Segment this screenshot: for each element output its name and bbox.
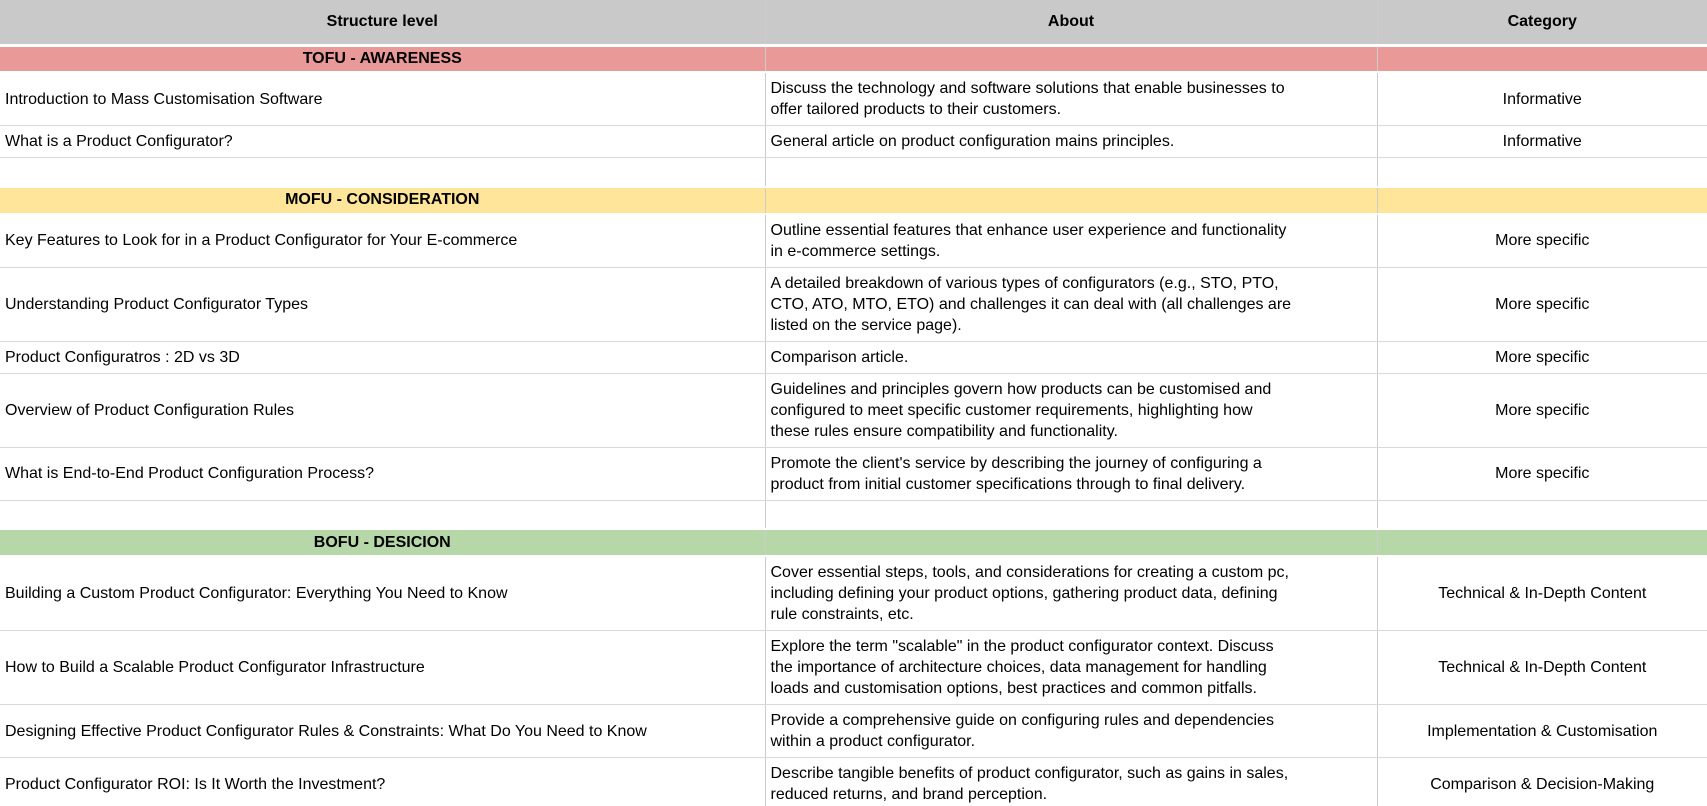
section-band-cell[interactable] bbox=[765, 529, 1377, 556]
about-text: Discuss the technology and software solutions that enable businesses to offer tailored products to their customers. bbox=[770, 80, 1285, 118]
structure-level-text: Product Configurator ROI: Is It Worth the Investment? bbox=[5, 775, 386, 793]
structure-level-text: Overview of Product Configuration Rules bbox=[5, 401, 295, 419]
category-text: More specific bbox=[1495, 401, 1590, 419]
about-text: General article on product configuration mains principles. bbox=[770, 133, 1175, 150]
structure-level-text: Key Features to Look for in a Product Configurator for Your E-commerce bbox=[5, 232, 518, 249]
about-cell[interactable] bbox=[765, 341, 1377, 373]
section-band-cell[interactable] bbox=[765, 45, 1377, 72]
structure-level-text: How to Build a Scalable Product Configurator Infrastructure bbox=[5, 659, 425, 676]
structure-level-cell[interactable] bbox=[0, 341, 765, 373]
structure-level-cell[interactable] bbox=[0, 447, 765, 500]
about-cell[interactable] bbox=[765, 214, 1377, 268]
about-text: Promote the client's service by describing the journey of configuring a product from initial customer specifications through to final delivery. bbox=[770, 454, 1262, 493]
structure-level-cell[interactable] bbox=[0, 758, 765, 806]
structure-level-text: What is End-to-End Product Configuration Process? bbox=[5, 465, 375, 482]
section-band-cell[interactable] bbox=[765, 187, 1377, 214]
empty-cell[interactable] bbox=[1377, 158, 1707, 187]
about-text: A detailed breakdown of various types of configurators (e.g., STO, PTO, CTO, ATO, MTO, ETO) and challenges it can deal with (all challenges are listed on the service page). bbox=[770, 274, 1292, 334]
structure-level-cell[interactable] bbox=[0, 126, 765, 158]
category-text: More specific bbox=[1495, 295, 1590, 313]
structure-level-text: Designing Effective Product Configurator Rules & Constraints: What Do You Need to Know bbox=[5, 722, 647, 740]
structure-level-text: What is a Product Configurator? bbox=[5, 133, 233, 150]
structure-level-text: Understanding Product Configurator Types bbox=[5, 295, 308, 313]
category-text: Technical & In-Depth Content bbox=[1438, 585, 1647, 602]
about-cell[interactable] bbox=[765, 631, 1377, 705]
category-cell[interactable] bbox=[1377, 631, 1707, 705]
category-cell[interactable] bbox=[1377, 705, 1707, 758]
section-header-row bbox=[0, 45, 1707, 72]
structure-level-cell[interactable] bbox=[0, 556, 765, 631]
empty-cell[interactable] bbox=[765, 158, 1377, 187]
about-text: Cover essential steps, tools, and considerations for creating a custom pc, including defining your product options, gathering product data, defining rule constraints, etc. bbox=[770, 564, 1289, 623]
about-text: Guidelines and principles govern how products can be customised and configured to meet specific customer requirements, highlighting how these rules ensure compatibility and functionality. bbox=[770, 380, 1272, 440]
column-header-row bbox=[0, 0, 1707, 45]
empty-cell[interactable] bbox=[765, 500, 1377, 529]
structure-level-text: Introduction to Mass Customisation Software bbox=[5, 90, 323, 108]
about-text: Comparison article. bbox=[770, 348, 909, 366]
section-band-cell[interactable] bbox=[1377, 529, 1707, 556]
category-text: Informative bbox=[1502, 133, 1582, 150]
about-cell[interactable] bbox=[765, 267, 1377, 341]
spacer-row bbox=[0, 500, 1707, 529]
table-row bbox=[0, 214, 1707, 268]
section-band-cell[interactable] bbox=[1377, 45, 1707, 72]
category-cell[interactable] bbox=[1377, 214, 1707, 268]
about-cell[interactable] bbox=[765, 758, 1377, 806]
category-cell[interactable] bbox=[1377, 556, 1707, 631]
structure-level-cell[interactable] bbox=[0, 72, 765, 126]
about-cell[interactable] bbox=[765, 72, 1377, 126]
structure-level-cell[interactable] bbox=[0, 705, 765, 758]
table-row bbox=[0, 341, 1707, 373]
category-cell[interactable] bbox=[1377, 447, 1707, 500]
section-title[interactable]: BOFU - DESICION bbox=[0, 529, 765, 556]
structure-level-cell[interactable] bbox=[0, 373, 765, 447]
column-header-category[interactable]: Category bbox=[1377, 0, 1707, 45]
table-row bbox=[0, 267, 1707, 341]
about-text: Provide a comprehensive guide on configuring rules and dependencies within a product configurator. bbox=[770, 712, 1274, 750]
category-text: More specific bbox=[1495, 232, 1590, 249]
section-header-row bbox=[0, 529, 1707, 556]
empty-cell[interactable] bbox=[1377, 500, 1707, 529]
empty-cell[interactable] bbox=[0, 500, 765, 529]
about-cell[interactable] bbox=[765, 705, 1377, 758]
about-cell[interactable] bbox=[765, 126, 1377, 158]
table-row bbox=[0, 126, 1707, 158]
about-text: Describe tangible benefits of product configurator, such as gains in sales, reduced returns, and brand perception. bbox=[770, 765, 1289, 803]
category-cell[interactable] bbox=[1377, 341, 1707, 373]
about-cell[interactable] bbox=[765, 373, 1377, 447]
table-row bbox=[0, 631, 1707, 705]
empty-cell[interactable] bbox=[0, 158, 765, 187]
table-row bbox=[0, 373, 1707, 447]
table-row bbox=[0, 705, 1707, 758]
section-band-cell[interactable] bbox=[1377, 187, 1707, 214]
about-text: Explore the term "scalable" in the product configurator context. Discuss the importance of architecture choices, data management for handling loads and customisation options, best practices and common pitfalls. bbox=[770, 638, 1274, 697]
spacer-row bbox=[0, 158, 1707, 187]
table-row bbox=[0, 758, 1707, 806]
category-cell[interactable] bbox=[1377, 126, 1707, 158]
section-title[interactable]: TOFU - AWARENESS bbox=[0, 45, 765, 72]
category-text: Informative bbox=[1502, 90, 1582, 108]
table-row bbox=[0, 72, 1707, 126]
structure-level-text: Product Configuratros : 2D vs 3D bbox=[5, 348, 240, 366]
category-cell[interactable] bbox=[1377, 267, 1707, 341]
about-cell[interactable] bbox=[765, 556, 1377, 631]
category-text: More specific bbox=[1495, 465, 1590, 482]
table-row bbox=[0, 447, 1707, 500]
section-title[interactable]: MOFU - CONSIDERATION bbox=[0, 187, 765, 214]
structure-level-cell[interactable] bbox=[0, 214, 765, 268]
category-cell[interactable] bbox=[1377, 373, 1707, 447]
column-header-structure-level[interactable]: Structure level bbox=[0, 0, 765, 45]
about-cell[interactable] bbox=[765, 447, 1377, 500]
table-row bbox=[0, 556, 1707, 631]
about-text: Outline essential features that enhance user experience and functionality in e-commerce settings. bbox=[770, 221, 1287, 260]
category-text: Technical & In-Depth Content bbox=[1438, 659, 1647, 676]
structure-level-cell[interactable] bbox=[0, 631, 765, 705]
section-header-row bbox=[0, 187, 1707, 214]
structure-level-cell[interactable] bbox=[0, 267, 765, 341]
column-header-about[interactable]: About bbox=[765, 0, 1377, 45]
category-text: More specific bbox=[1495, 348, 1590, 366]
category-cell[interactable] bbox=[1377, 758, 1707, 806]
category-text: Implementation & Customisation bbox=[1427, 722, 1658, 740]
structure-level-text: Building a Custom Product Configurator: Everything You Need to Know bbox=[5, 585, 508, 602]
category-text: Comparison & Decision-Making bbox=[1430, 775, 1655, 793]
category-cell[interactable] bbox=[1377, 72, 1707, 126]
